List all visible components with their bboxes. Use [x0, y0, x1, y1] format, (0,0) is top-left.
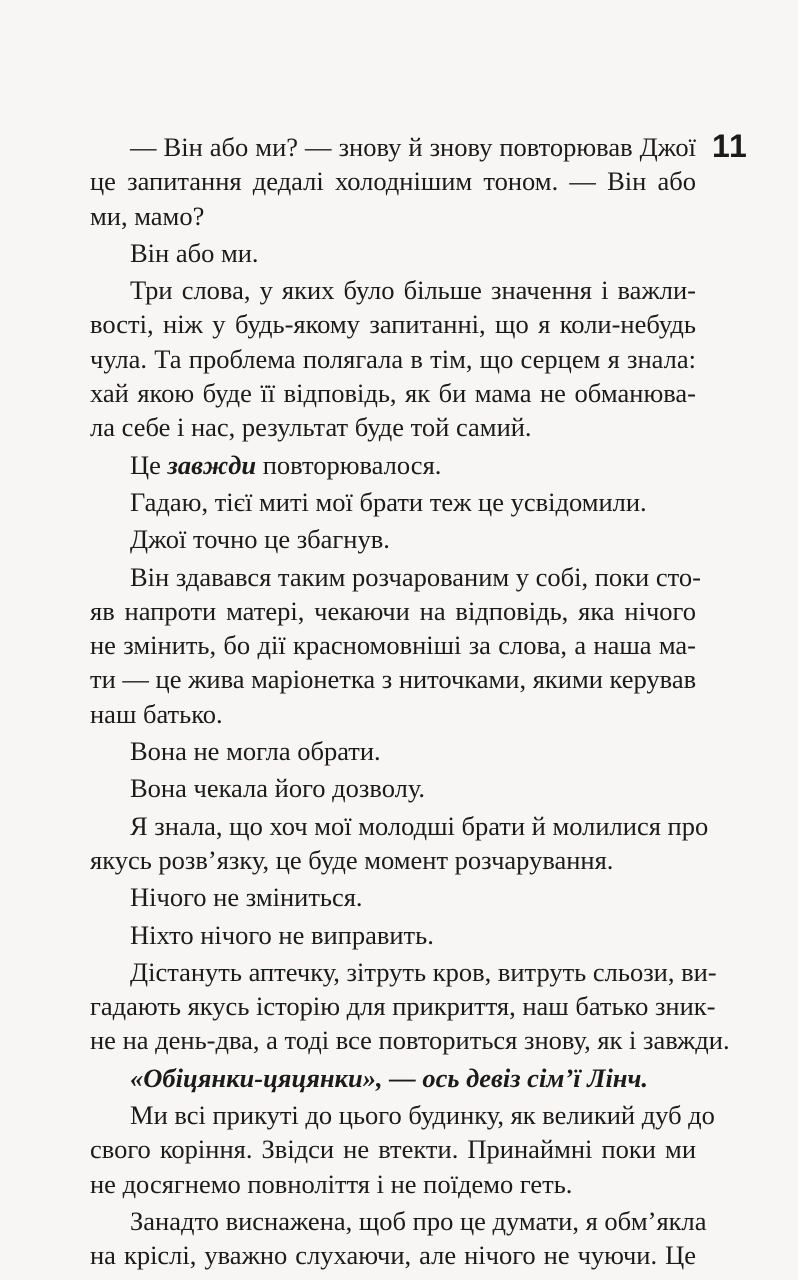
page-number: 11 [712, 128, 748, 164]
text-run: повторювалося. [262, 449, 442, 480]
text-line: Ми всі прикуті до цього будинку, як великий дуб до [130, 1100, 715, 1131]
text-line: яв напроти матері, чекаючи на відповідь, яка нічого [90, 595, 696, 626]
text-line: Джої точно це збагнув. [130, 524, 390, 555]
text-line: ла себе і нас, результат буде той самий. [90, 412, 532, 443]
text-line [90, 448, 696, 482]
text-line: вості, ніж у будь-якому запитанні, що я коли-небудь [90, 309, 696, 340]
text-line: гадають якусь історію для прикриття, наш батько зник- [90, 991, 716, 1022]
text-line: — Він або ми? — знову й знову повторював Джої [130, 132, 696, 162]
text-line: Гадаю, тієї миті мої брати теж це усвідомили. [130, 486, 647, 517]
text-line: не змінить, бо дії красномовніші за слова, а наша ма- [90, 630, 696, 661]
book-text [90, 130, 730, 1273]
text-line: чула. Та проблема полягала в тім, що серцем я знала: [90, 343, 696, 374]
text-line: на кріслі, уважно слухаючи, але нічого не чуючи. Це [90, 1240, 696, 1271]
emphasized-line: «Обіцянки-цяцянки», — ось девіз сім’ї Лінч. [130, 1062, 649, 1093]
text-line: Дістануть аптечку, зітруть кров, витруть сльози, ви- [130, 956, 717, 987]
text-line: не досягнемо повноліття і не поїдемо геть. [90, 1168, 573, 1199]
text-line: Вона не могла обрати. [130, 736, 381, 767]
text-line: Занадто виснажена, щоб про це думати, я обм’якла [130, 1205, 707, 1236]
text-line: наш батько. [90, 698, 223, 729]
text-line: Він здавався таким розчарованим у собі, поки сто- [130, 561, 701, 592]
text-line: ти — це жива маріонетка з ниточками, якими керував [90, 664, 697, 695]
text-line: це запитання дедалі холоднішим тоном. — Він або [90, 166, 696, 197]
text-line: Я знала, що хоч мої молодші брати й молилися про [130, 810, 709, 841]
text-line: Він або ми. [130, 237, 259, 268]
text-line: Нічого не зміниться. [130, 882, 363, 913]
text-line: Ніхто нічого не виправить. [130, 919, 434, 950]
text-line: Вона чекала його дозволу. [130, 773, 426, 804]
text-run: Це [130, 449, 161, 480]
text-line: свого коріння. Звідси не втекти. Принаймні поки ми [90, 1134, 696, 1165]
text-line: хай якою буде її відповідь, як би мама не обманюва- [90, 378, 696, 409]
text-line: якусь розв’язку, це буде момент розчарування. [90, 844, 614, 875]
emphasized-word: завжди [167, 449, 257, 480]
text-line: не на день-два, а тоді все повториться знову, як і завжди. [90, 1025, 730, 1056]
text-line: Три слова, у яких було більше значення і важли- [130, 275, 696, 306]
text-line: ми, мамо? [90, 200, 205, 231]
text-line [90, 1061, 696, 1095]
